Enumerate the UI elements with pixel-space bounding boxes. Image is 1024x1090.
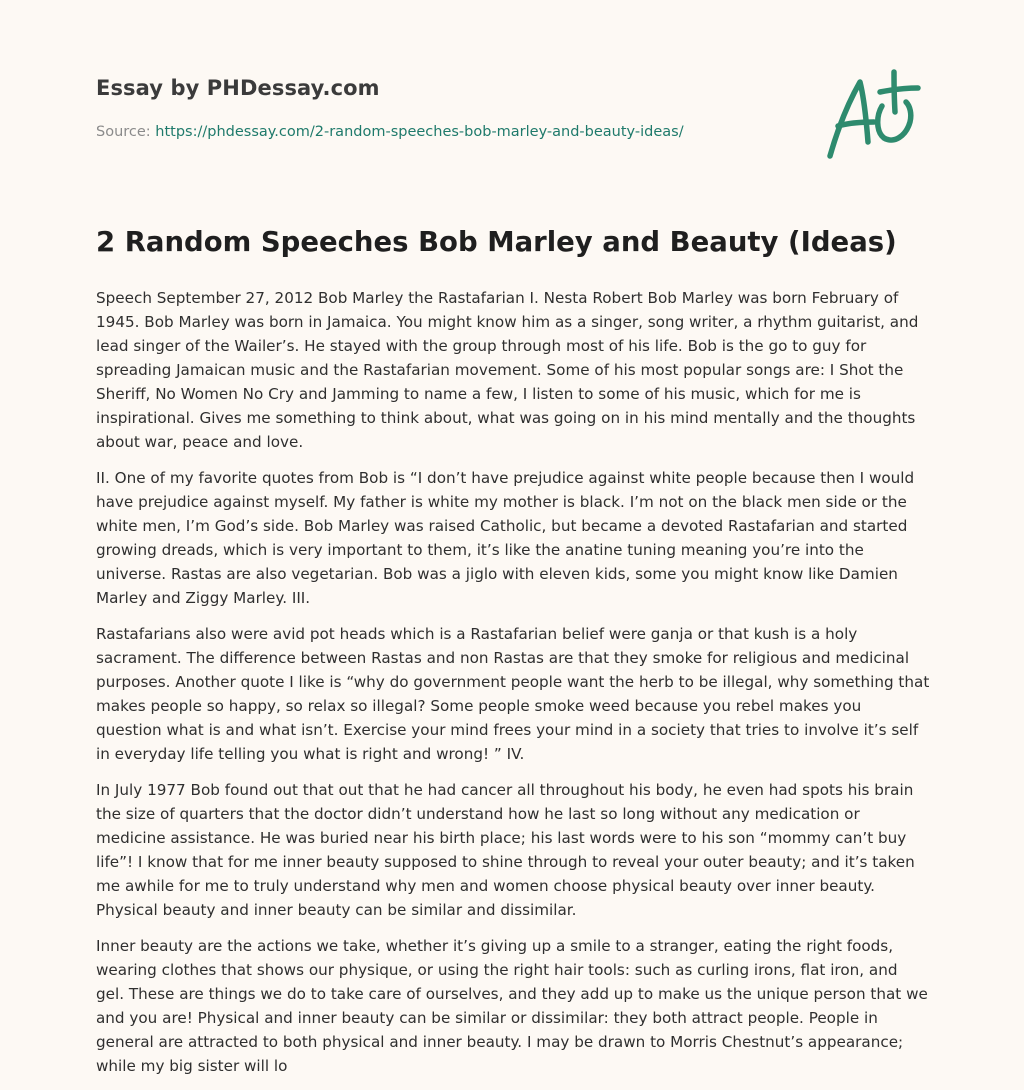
source-line xyxy=(96,124,684,140)
essay-paragraph: Rastafarians also were avid pot heads which is a Rastafarian belief were ganja or that kush is a holy sacrament. The difference between Rastas and non Rastas are that they smoke for religious and medicinal purposes. Another quote I like is “why do government people want the herb to be illegal, why something that makes people so happy, so relax so illegal? Some people smoke weed because you rebel makes you question what is and what isn’t. Exercise your mind frees your mind in a society that tries to involve it’s self in everyday life telling you what is right and wrong! ” IV. xyxy=(96,625,930,763)
essay-paragraph: Inner beauty are the actions we take, whether it’s giving up a smile to a stranger, eating the right foods, wearing clothes that shows our physique, or using the right hair tools: such as curling irons, flat iron, and gel. These are things we do to take care of ourselves, and they add up to make us the unique person that we and you are! Physical and inner beauty can be similar or dissimilar: they both attract people. People in general are attracted to both physical and inner beauty. I may be drawn to Morris Chestnut’s appearance; while my big sister will lo xyxy=(96,937,928,1075)
essay-paragraph: II. One of my favorite quotes from Bob is “I don’t have prejudice against white people because then I would have prejudice against myself. My father is white my mother is black. I’m not on the black men side or the white men, I’m God’s side. Bob Marley was raised Catholic, but became a devoted Rastafarian and started growing dreads, which is very important to them, it’s like the anatine tuning meaning you’re into the universe. Rastas are also vegetarian. Bob was a jiglo with eleven kids, some you might know like Damien Marley and Ziggy Marley. III. xyxy=(96,469,915,607)
source-link[interactable]: https://phdessay.com/2-random-speeches-bob-marley-and-beauty-ideas/ xyxy=(155,124,684,140)
essay-paragraph: Speech September 27, 2012 Bob Marley the Rastafarian I. Nesta Robert Bob Marley was born February of 1945. Bob Marley was born in Jamaica. You might know him as a singer, song writer, a rhythm guitarist, and lead singer of the Wailer’s. He stayed with the group through most of his life. Bob is the go to guy for spreading Jamaican music and the Rastafarian movement. Some of his most popular songs are: I Shot the Sheriff, No Women No Cry and Jamming to name a few, I listen to some of his music, which for me is inspirational. Gives me something to think about, what was going on in his mind mentally and the thoughts about war, peace and love. xyxy=(96,289,919,451)
source-label: Source: xyxy=(96,124,151,140)
essay-paragraph: In July 1977 Bob found out that out that he had cancer all throughout his body, he even had spots his brain the size of quarters that the doctor didn’t understand how he last so long without any medication or medicine assistance. He was buried near his birth place; his last words were to his son “mommy can’t buy life”! I know that for me inner beauty supposed to shine through to reveal your outer beauty; and it’s taken me awhile for me to truly understand why men and women choose physical beauty over inner beauty. Physical beauty and inner beauty can be similar and dissimilar. xyxy=(96,781,915,919)
essay-body xyxy=(96,286,930,1090)
a-plus-grade-icon xyxy=(822,68,926,164)
essay-title: 2 Random Speeches Bob Marley and Beauty (Ideas) xyxy=(96,226,897,258)
site-brand: Essay by PHDessay.com xyxy=(96,76,380,100)
